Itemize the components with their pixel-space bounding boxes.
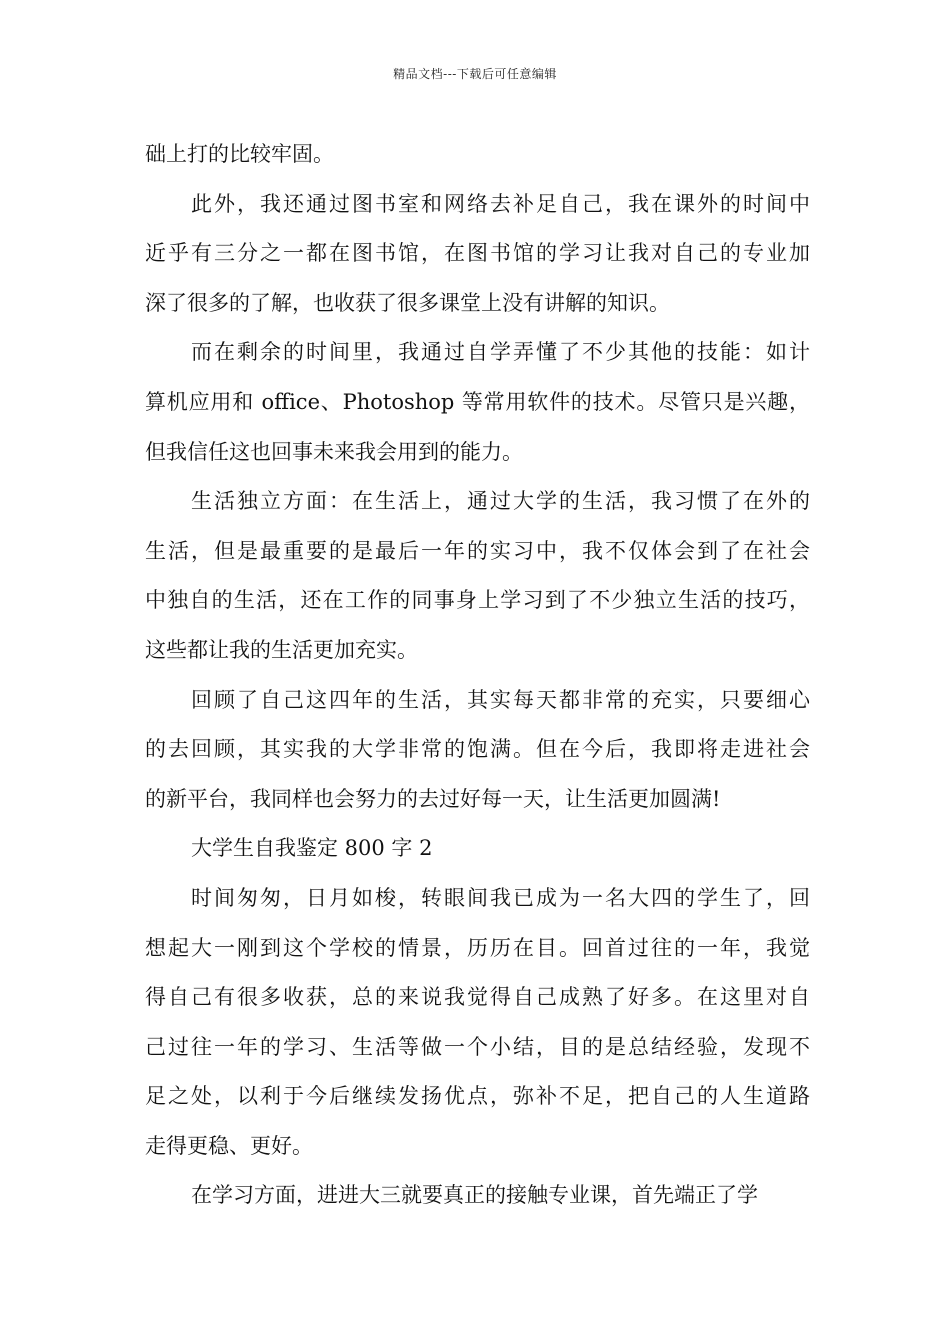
document-body (145, 130, 810, 1221)
text-line: 的去回顾，其实我的大学非常的饱满。但在今后，我即将走进社会 (145, 737, 810, 762)
paragraph (145, 477, 810, 675)
text-line: 想起大一刚到这个学校的情景，历历在目。回首过往的一年，我觉 (145, 935, 810, 960)
text-line: 深了很多的了解，也收获了很多课堂上没有讲解的知识。 (145, 290, 670, 315)
text-line: 生活独立方面：在生活上，通过大学的生活，我习惯了在外的 (191, 489, 810, 514)
text-line: 近乎有三分之一都在图书馆，在图书馆的学习让我对自己的专业加 (145, 241, 810, 266)
text-line: 得自己有很多收获，总的来说我觉得自己成熟了好多。在这里对自 (145, 985, 810, 1010)
text-line: 算机应用和 office、Photoshop 等常用软件的技术。尽管只是兴趣， (145, 389, 810, 414)
text-line: 足之处，以利于今后继续发扬优点，弥补不足，把自己的人生道路 (145, 1084, 810, 1109)
text-line: 中独自的生活，还在工作的同事身上学习到了不少独立生活的技巧， (145, 588, 810, 613)
text-line: 而在剩余的时间里，我通过自学弄懂了不少其他的技能：如计 (191, 340, 810, 365)
text-line: 的新平台，我同样也会努力的去过好每一天，让生活更加圆满! (145, 786, 721, 811)
text-line: 础上打的比较牢固。 (145, 142, 334, 166)
text-line: 走得更稳、更好。 (145, 1133, 313, 1158)
paragraph (145, 180, 810, 329)
text-line: 但我信任这也回事未来我会用到的能力。 (145, 439, 523, 464)
text-line: 此外，我还通过图书室和网络去补足自己，我在课外的时间中 (191, 191, 810, 216)
text-line: 在学习方面，进进大三就要真正的接触专业课，首先端正了学 (191, 1183, 758, 1208)
paragraph (145, 1171, 810, 1221)
paragraph (145, 328, 810, 477)
text-line: 大学生自我鉴定 800 字 2 (191, 836, 433, 861)
text-line: 这些都让我的生活更加充实。 (145, 637, 418, 662)
text-line: 回顾了自己这四年的生活，其实每天都非常的充实，只要细心 (191, 687, 810, 712)
paragraph (145, 130, 810, 180)
text-line: 生活，但是最重要的是最后一年的实习中，我不仅体会到了在社会 (145, 538, 810, 563)
paragraph (145, 874, 810, 1172)
text-line: 时间匆匆，日月如梭，转眼间我已成为一名大四的学生了，回 (191, 885, 810, 910)
page-header: 精品文档---下载后可任意编辑 (393, 67, 557, 81)
text-line: 己过往一年的学习、生活等做一个小结，目的是总结经验，发现不 (145, 1034, 810, 1059)
paragraph (145, 824, 810, 874)
paragraph (145, 676, 810, 825)
